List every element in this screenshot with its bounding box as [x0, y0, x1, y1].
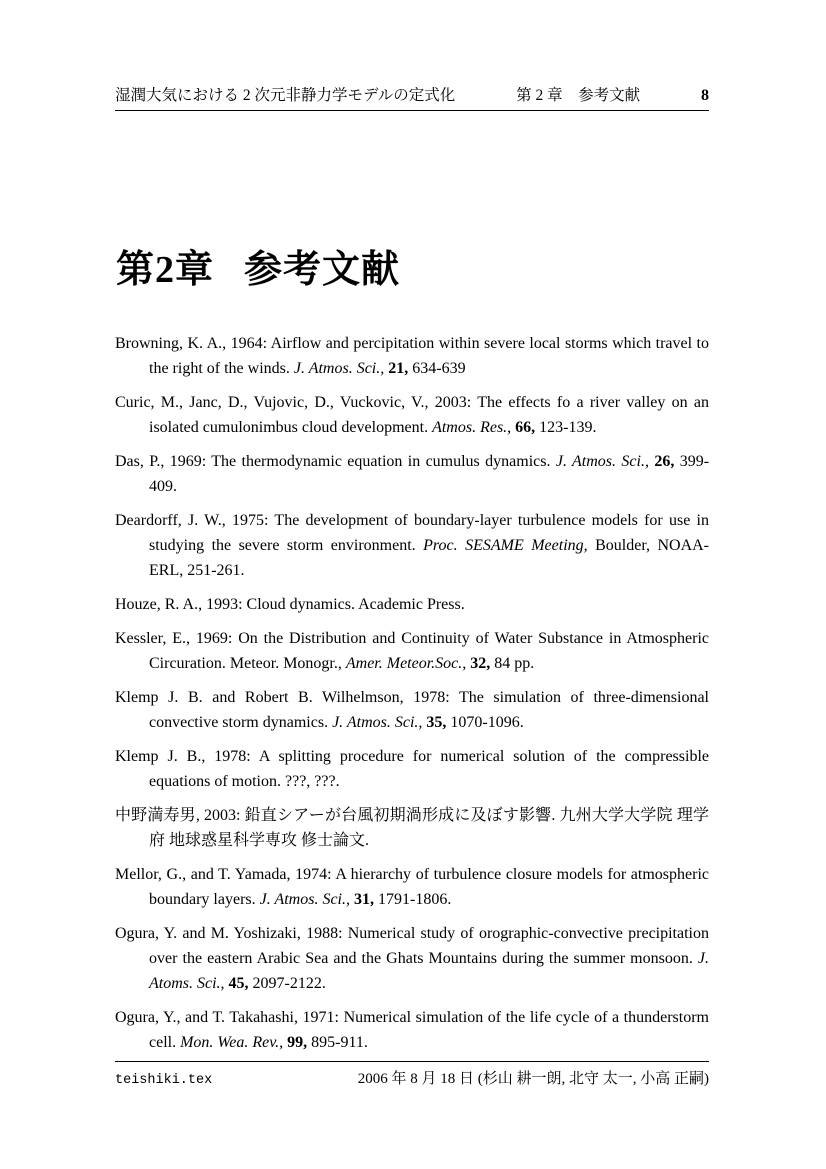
reference-entry: Ogura, Y., and T. Takahashi, 1971: Numerical simulation of the life cycle of a thunderstorm cell. Mon. Wea. Rev., 99, 895-911.	[115, 1009, 709, 1051]
header-chapter-label: 第 2 章 参考文献	[516, 87, 641, 104]
reference-entry: 中野満寿男, 2003: 鉛直シアーが台風初期渦形成に及ぼす影響. 九州大学大学院 理学府 地球惑星科学専攻 修士論文.	[115, 807, 709, 849]
reference-entry: Deardorff, J. W., 1975: The development of boundary-layer turbulence models for use in studying the severe storm environment. Proc. SESAME Meeting, Boulder, NOAA-ERL, 251-261.	[115, 512, 710, 579]
reference-entry: Klemp J. B. and Robert B. Wilhelmson, 1978: The simulation of three-dimensional convective storm dynamics. J. Atmos. Sci., 35, 1070-1096.	[115, 689, 709, 731]
chapter-heading	[116, 238, 400, 293]
reference-entry: Das, P., 1969: The thermodynamic equation in cumulus dynamics. J. Atmos. Sci., 26, 399-409.	[115, 453, 710, 495]
header-page-number: 8	[701, 87, 709, 104]
reference-entry: Mellor, G., and T. Yamada, 1974: A hierarchy of turbulence closure models for atmospheric boundary layers. J. Atmos. Sci., 31, 1791-1806.	[115, 866, 709, 908]
footer-date-authors: 2006 年 8 月 18 日 (杉山 耕一朗, 北守 太一, 小高 正嗣)	[357, 1071, 709, 1087]
reference-entry: Ogura, Y. and M. Yoshizaki, 1988: Numerical study of orographic-convective precipitation over the eastern Arabic Sea and the Ghats Mountains during the summer monsoon. J. Atoms. Sci., 45, 2097-2122.	[115, 925, 709, 992]
reference-entry: Browning, K. A., 1964: Airflow and percipitation within severe local storms which travel to the right of the winds. J. Atmos. Sci., 21, 634-639	[115, 335, 709, 377]
page-footer	[115, 1061, 709, 1088]
reference-entry: Klemp J. B., 1978: A splitting procedure for numerical solution of the compressible equations of motion. ???, ???.	[115, 748, 709, 790]
reference-list	[115, 331, 709, 1064]
running-header	[115, 86, 709, 111]
footer-filename: teishiki.tex	[115, 1073, 213, 1088]
header-document-title: 湿潤大気における 2 次元非静力学モデルの定式化	[115, 87, 456, 104]
reference-entry: Curic, M., Janc, D., Vujovic, D., Vuckovic, V., 2003: The effects fo a river valley on an isolated cumulonimbus cloud development. Atmos. Res., 66, 123-139.	[115, 394, 709, 436]
chapter-title: 参考文献	[244, 249, 401, 292]
reference-entry: Houze, R. A., 1993: Cloud dynamics. Academic Press.	[115, 596, 465, 613]
chapter-number: 第2章	[116, 249, 215, 292]
reference-entry: Kessler, E., 1969: On the Distribution and Continuity of Water Substance in Atmospheric Circuration. Meteor. Monogr., Amer. Meteor.Soc., 32, 84 pp.	[115, 630, 709, 672]
